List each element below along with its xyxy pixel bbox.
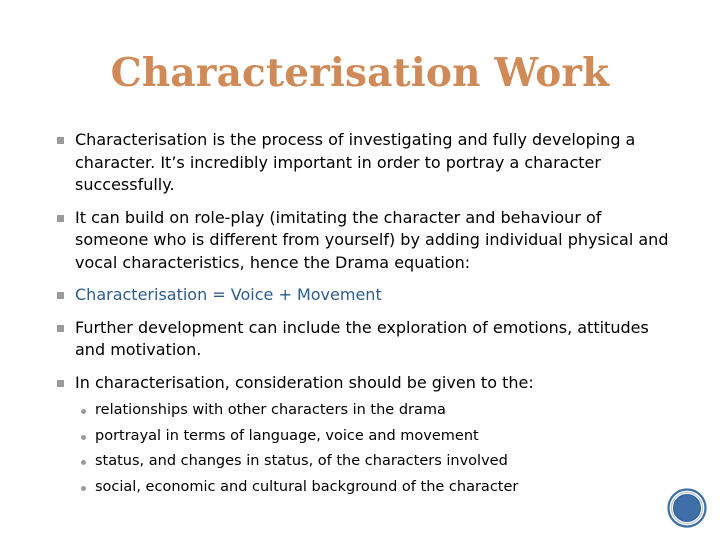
square-bullet-icon	[57, 380, 64, 387]
round-bullet-icon	[81, 409, 86, 414]
sub-bullet-text: portrayal in terms of language, voice and movement	[95, 427, 479, 444]
slide-title: Characterisation Work	[110, 50, 610, 96]
sub-bullet-text: relationships with other characters in the drama	[95, 402, 446, 418]
square-bullet-icon	[57, 325, 64, 332]
square-bullet-icon	[57, 292, 64, 299]
bullet-item	[56, 372, 676, 501]
round-bullet-icon	[81, 435, 86, 440]
bullet-text: It can build on role-play (imitating the character and behaviour of someone who is different from yourself) by adding individual physical and vocal characteristics, hence the Drama equation:	[75, 207, 669, 272]
sub-bullet-list	[75, 398, 676, 500]
sub-bullet-item	[75, 424, 676, 450]
sub-bullet-item	[75, 475, 676, 501]
bullet-list	[56, 129, 676, 510]
round-bullet-icon	[81, 460, 86, 465]
sub-bullet-item	[75, 398, 676, 424]
sub-bullet-text: status, and changes in status, of the characters involved	[95, 453, 508, 469]
equation-text: Characterisation = Voice + Movement	[75, 285, 382, 304]
circle-emblem-icon	[667, 488, 707, 528]
equation-bullet	[56, 284, 676, 307]
sub-bullet-item	[75, 449, 676, 475]
bullet-text: Further development can include the exploration of emotions, attitudes and motivation.	[75, 317, 649, 359]
sub-bullet-text: social, economic and cultural background of the character	[95, 478, 519, 495]
bullet-item	[56, 129, 676, 197]
square-bullet-icon	[57, 137, 64, 144]
bullet-text: In characterisation, consideration should be given to the:	[75, 372, 534, 392]
bullet-text: Characterisation is the process of investigating and fully developing a character. It’s incredibly important in order to portray a character successfully.	[75, 130, 636, 194]
round-bullet-icon	[81, 486, 86, 491]
bullet-item	[56, 207, 676, 275]
bullet-item	[56, 317, 676, 362]
square-bullet-icon	[57, 215, 64, 222]
